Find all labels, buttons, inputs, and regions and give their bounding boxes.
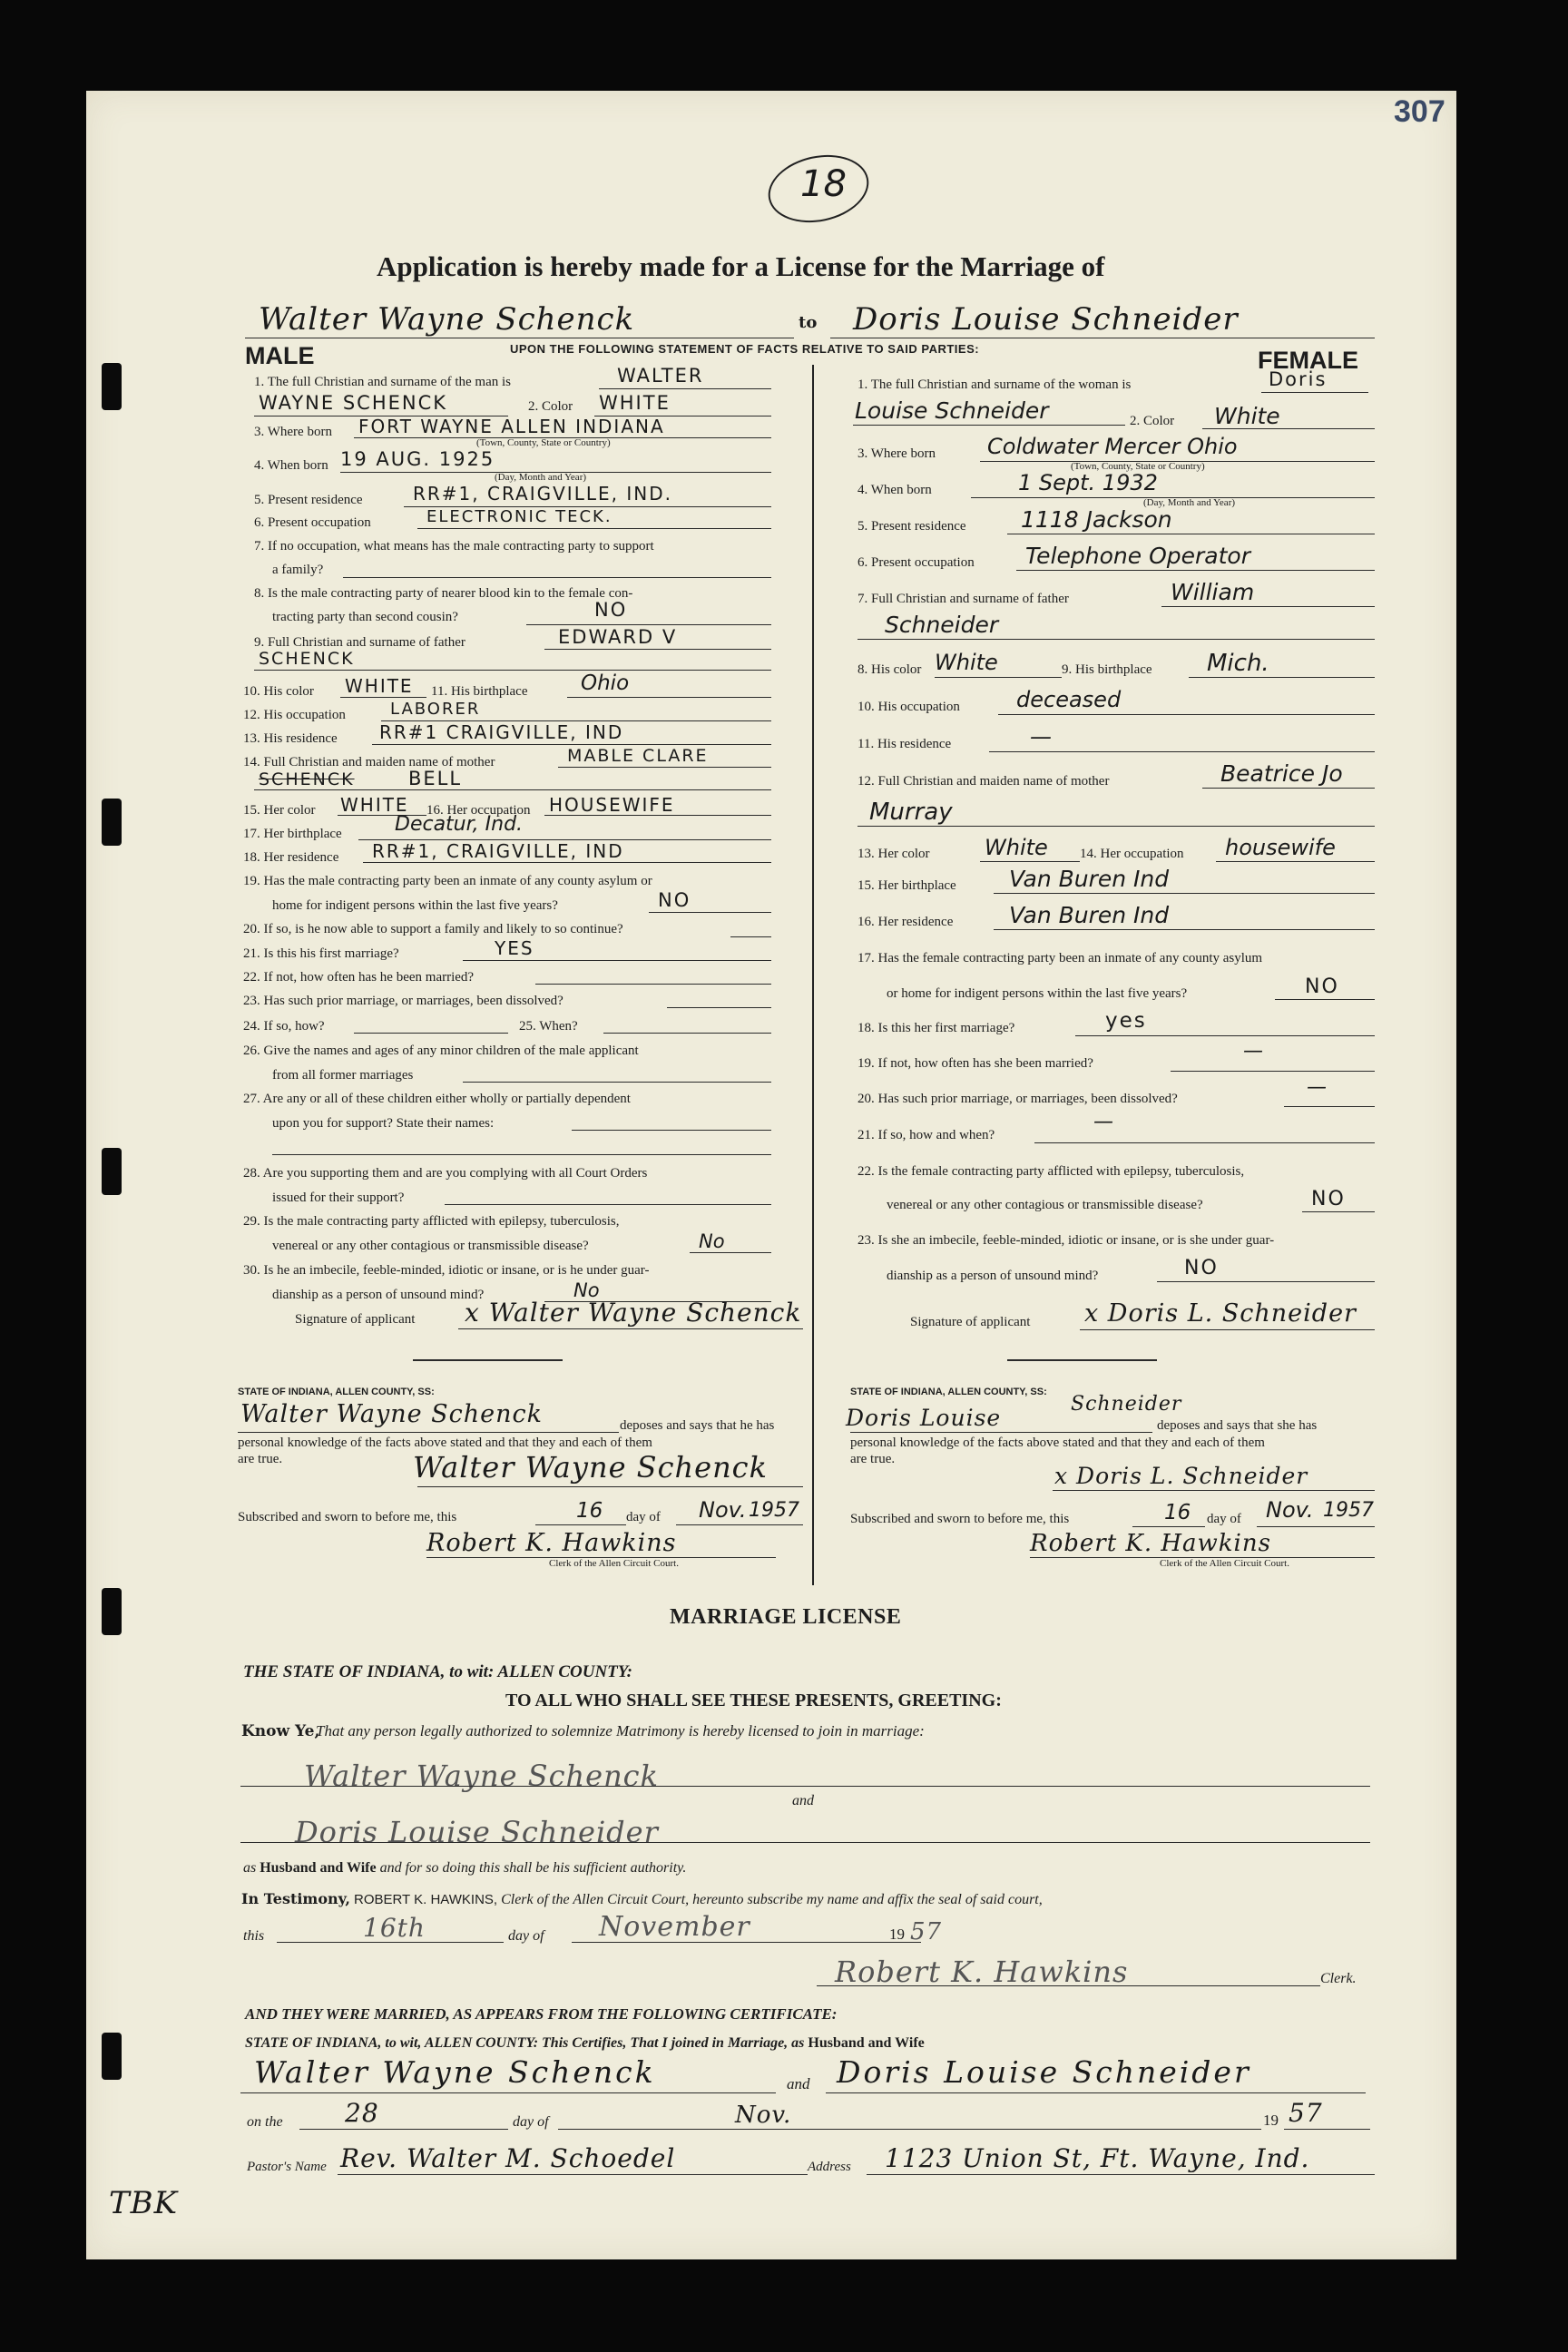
male-q2-label: 2. Color xyxy=(528,399,573,414)
female-q23b-label: dianship as a person of unsound mind? xyxy=(887,1269,1099,1283)
male-father-first: EDWARD V xyxy=(558,626,678,648)
female-sworn-month: Nov. xyxy=(1266,1497,1314,1523)
license-greeting: TO ALL WHO SHALL SEE THESE PRESENTS, GREETING: xyxy=(505,1690,1002,1710)
male-sworn-year: 1957 xyxy=(749,1499,799,1522)
male-q10-label: 10. His color xyxy=(243,684,314,699)
license-title: MARRIAGE LICENSE xyxy=(670,1605,902,1629)
male-father-surname: SCHENCK xyxy=(259,649,355,669)
male-sworn-label: Subscribed and sworn to before me, this xyxy=(238,1510,457,1524)
license-authority-line xyxy=(243,1860,686,1877)
male-first-name: WALTER xyxy=(617,365,704,387)
male-q25-label: 25. When? xyxy=(519,1019,578,1034)
female-mother-residence: Van Buren Ind xyxy=(1009,902,1170,928)
female-mother-maiden: Murray xyxy=(869,799,953,826)
certificate-and: and xyxy=(787,2075,810,2092)
female-q18-label: 18. Is this her first marriage? xyxy=(858,1021,1015,1035)
certificate-bride: Doris Louise Schneider xyxy=(837,2054,1251,2090)
male-q11-label: 11. His birthplace xyxy=(431,684,528,699)
female-q6-label: 6. Present occupation xyxy=(858,555,975,570)
male-affidavit-text1: deposes and says that he has xyxy=(620,1418,775,1433)
female-father-color: White xyxy=(935,650,998,675)
male-mother-residence: RR#1, CRAIGVILLE, IND xyxy=(372,840,624,862)
license-clerk-signature: Robert K. Hawkins xyxy=(835,1955,1129,1989)
female-color: White xyxy=(1214,403,1280,429)
male-blood-kin: NO xyxy=(594,599,628,621)
male-heading: MALE xyxy=(245,342,315,369)
female-q10-label: 10. His occupation xyxy=(858,700,960,714)
certificate-groom: Walter Wayne Schenck xyxy=(254,2054,656,2090)
male-sworn-day: 16 xyxy=(576,1499,603,1523)
female-q19-label: 19. If not, how often has she been married? xyxy=(858,1056,1093,1071)
male-occupation: ELECTRONIC TECK. xyxy=(426,507,612,526)
male-q22-label: 22. If not, how often has he been married? xyxy=(243,970,475,985)
license-clerk-label: Clerk. xyxy=(1320,1971,1357,1986)
male-q27b-label: upon you for support? State their names: xyxy=(272,1116,495,1131)
female-q22b-label: venereal or any other contagious or transmissible disease? xyxy=(887,1198,1203,1212)
male-q24-label: 24. If so, how? xyxy=(243,1019,325,1034)
female-q14-label: 14. Her occupation xyxy=(1080,847,1184,861)
license-groom: Walter Wayne Schenck xyxy=(304,1759,659,1793)
female-disease: NO xyxy=(1311,1188,1346,1210)
male-q19-label: 19. Has the male contracting party been an inmate of any county asylum or xyxy=(243,874,652,888)
page-number: 307 xyxy=(1394,94,1446,129)
male-q8b-label: tracting party than second cousin? xyxy=(272,610,458,624)
male-color: WHITE xyxy=(599,392,671,414)
female-affidavit-text2: personal knowledge of the facts above stated and that they and each of them xyxy=(850,1436,1265,1450)
male-q15-label: 15. Her color xyxy=(243,803,316,818)
clerk-name: ROBERT K. HAWKINS, xyxy=(353,1892,498,1907)
male-q17-label: 17. Her birthplace xyxy=(243,827,342,841)
male-q5-label: 5. Present residence xyxy=(254,493,363,507)
male-clerk-label: Clerk of the Allen Circuit Court. xyxy=(549,1558,679,1569)
bride-name: Doris Louise Schneider xyxy=(853,301,1239,338)
certificate-onthe: on the xyxy=(247,2114,283,2130)
male-q8-label: 8. Is the male contracting party of nearer blood kin to the female con- xyxy=(254,586,633,601)
license-year: 57 xyxy=(910,1918,943,1945)
male-q4-label: 4. When born xyxy=(254,458,328,473)
male-mother-color: WHITE xyxy=(340,794,409,816)
male-q29-label: 29. Is the male contracting party afflicted with epilepsy, tuberculosis, xyxy=(243,1214,620,1229)
female-affidavit-name2: Schneider xyxy=(1071,1393,1182,1416)
female-q17-label: 17. Has the female contracting party been an inmate of any county asylum xyxy=(858,951,1263,965)
male-father-residence: RR#1 CRAIGVILLE, IND xyxy=(379,721,624,743)
male-q1-label: 1. The full Christian and surname of the man is xyxy=(254,375,512,389)
male-q13-label: 13. His residence xyxy=(243,731,338,746)
as-label: as xyxy=(243,1860,257,1876)
female-q2-label: 2. Color xyxy=(1130,414,1175,428)
male-q28b-label: issued for their support? xyxy=(272,1191,405,1205)
female-residence: 1118 Jackson xyxy=(1021,506,1172,533)
male-q6-label: 6. Present occupation xyxy=(254,515,371,530)
female-q5-label: 5. Present residence xyxy=(858,519,966,534)
binder-hole xyxy=(102,1148,122,1195)
female-mother-occupation: housewife xyxy=(1225,835,1336,860)
male-signature-label: Signature of applicant xyxy=(295,1312,416,1327)
certificate-heading: AND THEY WERE MARRIED, AS APPEARS FROM THE FOLLOWING CERTIFICATE: xyxy=(245,2005,838,2023)
male-q21-label: 21. Is this his first marriage? xyxy=(243,946,399,961)
female-clerk-signature: Robert K. Hawkins xyxy=(1030,1530,1271,1557)
female-sworn-dayof: day of xyxy=(1207,1512,1241,1526)
female-father-first: William xyxy=(1171,579,1255,605)
male-clerk-signature: Robert K. Hawkins xyxy=(426,1529,677,1557)
female-mother-first: Beatrice Jo xyxy=(1220,760,1343,787)
male-q9-label: 9. Full Christian and surname of father xyxy=(254,635,466,650)
column-divider xyxy=(812,365,814,1585)
male-first-marriage: YES xyxy=(495,937,534,959)
male-q26b-label: from all former marriages xyxy=(272,1068,414,1083)
testimony-text: Clerk of the Allen Circuit Court, hereunto subscribe my name and affix the seal of said court, xyxy=(501,1892,1043,1907)
male-q23-label: 23. Has such prior marriage, or marriages, been dissolved? xyxy=(243,994,564,1008)
license-dayof: day of xyxy=(508,1928,544,1944)
binder-hole xyxy=(102,799,122,846)
male-q7-label: 7. If no occupation, what means has the male contracting party to support xyxy=(254,539,654,554)
male-q14-label: 14. Full Christian and maiden name of mother xyxy=(243,755,495,769)
female-signature-label: Signature of applicant xyxy=(910,1315,1031,1329)
female-q11-label: 11. His residence xyxy=(858,737,952,751)
male-q12-label: 12. His occupation xyxy=(243,708,346,722)
pastor-name: Rev. Walter M. Schoedel xyxy=(340,2143,676,2173)
male-sworn-month: Nov. xyxy=(699,1497,747,1523)
female-sworn-label: Subscribed and sworn to before me, this xyxy=(850,1512,1070,1526)
male-father-birthplace: Ohio xyxy=(581,671,630,695)
female-q17b-label: or home for indigent persons within the last five years? xyxy=(887,986,1188,1001)
testimony-label: In Testimony, xyxy=(241,1890,350,1907)
male-birthplace: FORT WAYNE ALLEN INDIANA xyxy=(358,416,665,437)
female-mother-birthplace: Van Buren Ind xyxy=(1009,866,1170,892)
license-year-prefix: 19 xyxy=(889,1926,905,1943)
female-birthplace: Coldwater Mercer Ohio xyxy=(987,434,1238,459)
binder-hole xyxy=(102,2033,122,2080)
female-first-name: Doris xyxy=(1269,368,1328,390)
male-q27-label: 27. Are any or all of these children either wholly or partially dependent xyxy=(243,1092,631,1106)
female-times-married: — xyxy=(1243,1040,1263,1063)
female-q7-label: 7. Full Christian and surname of father xyxy=(858,592,1069,606)
certificate-day: 28 xyxy=(345,2098,379,2128)
female-q23-label: 23. Is she an imbecile, feeble-minded, idiotic or insane, or is she under guar- xyxy=(858,1233,1275,1248)
application-title: Application is hereby made for a License for the Marriage of xyxy=(377,250,1105,282)
female-q3-label: 3. Where born xyxy=(858,446,936,461)
male-sworn-dayof: day of xyxy=(626,1510,661,1524)
male-unsound-mind: No xyxy=(573,1279,600,1301)
female-q21-label: 21. If so, how and when? xyxy=(858,1128,995,1142)
know-ye: Know Ye, xyxy=(241,1722,320,1740)
female-father-residence: — xyxy=(1030,724,1052,750)
female-q20-label: 20. Has such prior marriage, or marriages, been dissolved? xyxy=(858,1092,1178,1106)
male-q28-label: 28. Are you supporting them and are you complying with all Court Orders xyxy=(243,1166,648,1181)
binder-hole xyxy=(102,363,122,410)
female-q4-label: 4. When born xyxy=(858,483,932,497)
certificate-husband-wife: Husband and Wife xyxy=(808,2035,925,2051)
male-affidavit-text3: are true. xyxy=(238,1452,283,1466)
license-and: and xyxy=(792,1793,814,1808)
male-q30-label: 30. Is he an imbecile, feeble-minded, idiotic or insane, or is he under guar- xyxy=(243,1263,650,1278)
male-father-color: WHITE xyxy=(345,675,414,697)
female-surname: Louise Schneider xyxy=(855,397,1049,424)
male-q18-label: 18. Her residence xyxy=(243,850,339,865)
female-unsound-mind: NO xyxy=(1184,1257,1219,1279)
male-disease: No xyxy=(699,1230,725,1252)
pastor-label: Pastor's Name xyxy=(247,2160,327,2174)
female-q16-label: 16. Her residence xyxy=(858,915,954,929)
male-mother-maiden: BELL xyxy=(408,768,463,789)
male-mother-struck-name: SCHENCK xyxy=(259,769,355,789)
male-q3-note: (Town, County, State or Country) xyxy=(476,437,611,448)
male-birth-date: 19 AUG. 1925 xyxy=(340,448,495,470)
female-father-surname: Schneider xyxy=(885,612,999,638)
male-mother-birthplace: Decatur, Ind. xyxy=(395,813,524,836)
female-sworn-year: 1957 xyxy=(1323,1499,1374,1522)
male-q3-label: 3. Where born xyxy=(254,425,332,439)
license-bride: Doris Louise Schneider xyxy=(295,1815,659,1849)
male-surname: WAYNE SCHENCK xyxy=(259,392,448,414)
female-q9-label: 9. His birthplace xyxy=(1062,662,1152,677)
binder-hole xyxy=(102,1588,122,1635)
female-first-marriage: yes xyxy=(1105,1009,1147,1033)
female-dissolved: — xyxy=(1307,1076,1327,1099)
female-q3-note: (Town, County, State or Country) xyxy=(1071,461,1205,472)
female-affidavit-text3: are true. xyxy=(850,1452,896,1466)
male-q19b-label: home for indigent persons within the last five years? xyxy=(272,898,558,913)
female-father-birthplace: Mich. xyxy=(1207,650,1269,677)
certificate-text-line xyxy=(245,2035,925,2052)
female-mother-color: White xyxy=(985,835,1048,860)
female-heading: FEMALE xyxy=(1258,347,1358,374)
female-birth-date: 1 Sept. 1932 xyxy=(1018,470,1158,495)
groom-name: Walter Wayne Schenck xyxy=(259,301,635,338)
certificate-text: STATE OF INDIANA, to wit, ALLEN COUNTY: This Certifies, That I joined in Marriage, as xyxy=(245,2035,805,2051)
license-day: 16th xyxy=(363,1913,426,1943)
female-father-occupation: deceased xyxy=(1016,687,1122,712)
female-q15-label: 15. Her birthplace xyxy=(858,878,956,893)
male-affidavit-signature: Walter Wayne Schenck xyxy=(413,1450,768,1485)
male-q16-label: 16. Her occupation xyxy=(426,803,531,818)
license-state-line: THE STATE OF INDIANA, to wit: ALLEN COUNTY: xyxy=(243,1662,632,1681)
male-q26-label: 26. Give the names and ages of any minor children of the male applicant xyxy=(243,1044,639,1058)
husband-wife-label: Husband and Wife xyxy=(260,1860,377,1876)
address-label: Address xyxy=(808,2160,851,2174)
male-father-occupation: LABORER xyxy=(390,700,481,719)
female-clerk-label: Clerk of the Allen Circuit Court. xyxy=(1160,1558,1289,1569)
male-q4-note: (Day, Month and Year) xyxy=(495,472,587,483)
female-affidavit-text1: deposes and says that she has xyxy=(1157,1418,1318,1433)
male-mother-occupation: HOUSEWIFE xyxy=(549,794,675,816)
license-month: November xyxy=(599,1911,750,1943)
male-q29b-label: venereal or any other contagious or transmissible disease? xyxy=(272,1239,589,1253)
female-q12-label: 12. Full Christian and maiden name of mother xyxy=(858,774,1110,789)
female-signature: x Doris L. Schneider xyxy=(1084,1299,1357,1328)
male-q7b-label: a family? xyxy=(272,563,324,577)
address-value: 1123 Union St, Ft. Wayne, Ind. xyxy=(885,2143,1310,2173)
license-testimony-line xyxy=(241,1890,1043,1908)
female-q4-note: (Day, Month and Year) xyxy=(1143,497,1236,508)
female-affidavit-state: STATE OF INDIANA, ALLEN COUNTY, SS: xyxy=(850,1387,1047,1397)
statement-subtitle: UPON THE FOLLOWING STATEMENT OF FACTS RELATIVE TO SAID PARTIES: xyxy=(510,342,980,356)
male-residence: RR#1, CRAIGVILLE, IND. xyxy=(413,483,672,505)
male-affidavit-name: Walter Wayne Schenck xyxy=(240,1400,544,1428)
female-q22-label: 22. Is the female contracting party afflicted with epilepsy, tuberculosis, xyxy=(858,1164,1245,1179)
female-how-when: — xyxy=(1093,1111,1113,1133)
male-mother-first: MABLE CLARE xyxy=(567,746,709,766)
male-affidavit-state: STATE OF INDIANA, ALLEN COUNTY, SS: xyxy=(238,1387,435,1397)
male-affidavit-text2: personal knowledge of the facts above stated and that they and each of them xyxy=(238,1436,652,1450)
female-sworn-day: 16 xyxy=(1164,1501,1191,1524)
male-q30b-label: dianship as a person of unsound mind? xyxy=(272,1288,485,1302)
certificate-year: 57 xyxy=(1289,2098,1323,2128)
authority-text: and for so doing this shall be his sufficient authority. xyxy=(379,1860,687,1876)
license-this: this xyxy=(243,1928,265,1944)
male-q20-label: 20. If so, is he now able to support a family and likely to so continue? xyxy=(243,922,623,936)
license-know-text: That any person legally authorized to solemnize Matrimony is hereby licensed to join in marriage: xyxy=(316,1722,925,1740)
to-label: to xyxy=(799,313,818,332)
female-q13-label: 13. Her color xyxy=(858,847,930,861)
female-affidavit-name: Doris Louise xyxy=(846,1405,1002,1431)
female-q8-label: 8. His color xyxy=(858,662,922,677)
circled-number: 18 xyxy=(800,163,847,205)
female-asylum: NO xyxy=(1305,975,1339,998)
margin-initials: TBK xyxy=(109,2185,179,2221)
female-occupation: Telephone Operator xyxy=(1025,543,1250,569)
male-signature: x Walter Wayne Schenck xyxy=(465,1298,802,1328)
certificate-dayof: day of xyxy=(513,2114,549,2130)
certificate-year-prefix: 19 xyxy=(1263,2112,1279,2129)
male-asylum: NO xyxy=(658,889,691,911)
female-q1-label: 1. The full Christian and surname of the woman is xyxy=(858,377,1132,392)
certificate-month: Nov. xyxy=(735,2102,792,2129)
female-affidavit-signature: x Doris L. Schneider xyxy=(1054,1463,1308,1489)
